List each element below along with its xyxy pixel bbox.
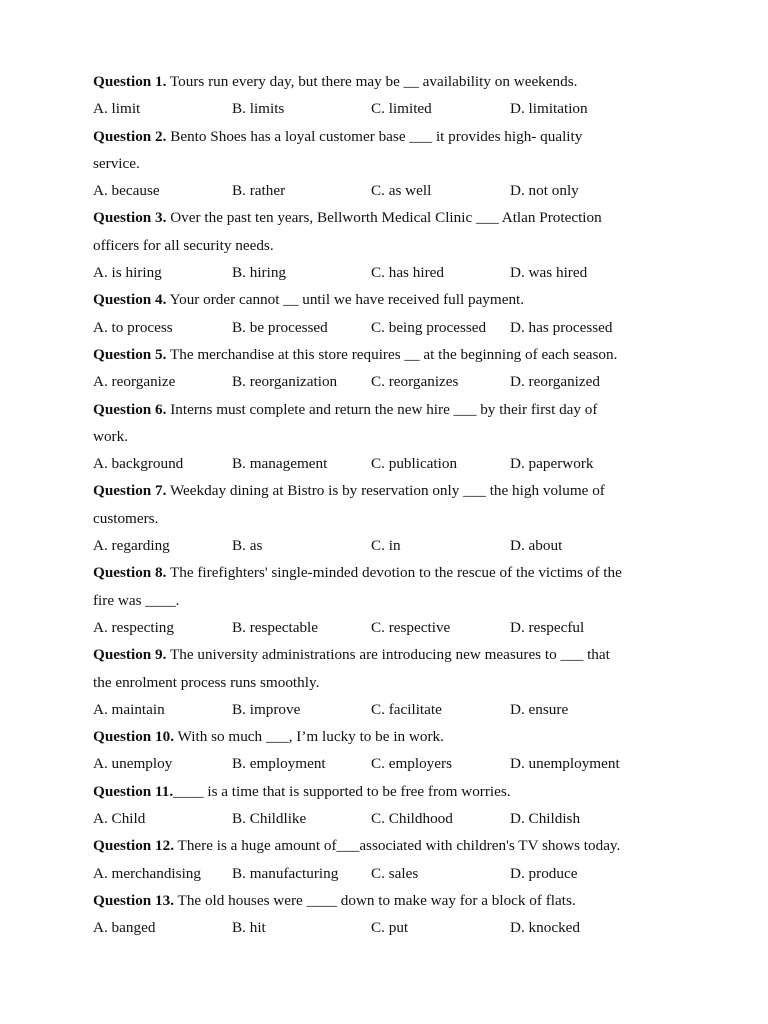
question-stem — [93, 887, 693, 914]
question-block — [93, 778, 693, 833]
question-text: Your order cannot __ until we have received full payment. — [166, 291, 525, 309]
answer-option-d: D. Childish — [510, 810, 581, 828]
question-text: Tours run every day, but there may be __ availability on weekends. — [166, 73, 578, 90]
answer-option-b: B. Childlike — [232, 810, 307, 828]
question-text: officers for all security needs. — [93, 236, 274, 254]
answer-option-b: B. respectable — [232, 618, 319, 636]
answer-option-a: A. to process — [93, 318, 173, 336]
answer-option-a: A. is hiring — [93, 264, 162, 282]
answer-option-a: A. maintain — [93, 700, 165, 718]
question-label: Question 4. — [93, 291, 167, 309]
question-text: The old houses were ____ down to make way for a block of flats. — [174, 891, 576, 909]
answer-options — [93, 95, 693, 122]
question-label: Question 6. — [93, 400, 167, 418]
question-label: Question 2. — [93, 127, 167, 145]
question-block — [93, 832, 693, 887]
answer-option-b: B. improve — [232, 700, 301, 718]
answer-option-a: A. respecting — [93, 618, 174, 636]
answer-option-d: D. about — [510, 537, 563, 555]
answer-option-c: C. sales — [371, 864, 419, 882]
question-text: Weekday dining at Bistro is by reservation only ___ the high volume of — [166, 482, 605, 500]
answer-options — [93, 532, 693, 559]
question-label: Question 10. — [93, 728, 175, 746]
question-block — [93, 341, 693, 396]
answer-option-a: A. background — [93, 455, 184, 473]
question-stem-continuation — [93, 505, 693, 532]
question-stem-continuation — [93, 669, 693, 696]
answer-option-c: C. respective — [371, 618, 451, 636]
question-text: fire was ____. — [93, 591, 180, 609]
answer-option-a: A. regarding — [93, 537, 170, 555]
answer-option-c: C. reorganizes — [371, 373, 459, 391]
question-label: Question 7. — [93, 482, 167, 500]
question-text: service. — [93, 154, 140, 172]
answer-option-d: D. produce — [510, 864, 578, 882]
answer-option-a: A. unemploy — [93, 755, 173, 773]
answer-option-d: D. has processed — [510, 318, 613, 336]
answer-option-c: C. put — [371, 919, 409, 937]
question-list — [93, 68, 693, 942]
question-label: Question 8. — [93, 564, 167, 582]
question-block — [93, 723, 693, 778]
answer-option-c: C. facilitate — [371, 700, 442, 718]
question-text: customers. — [93, 509, 159, 527]
answer-option-b: B. management — [232, 455, 328, 473]
question-label: Question 12. — [93, 837, 175, 855]
answer-option-b: B. hiring — [232, 264, 287, 282]
answer-option-c: C. publication — [371, 455, 458, 473]
question-block — [93, 887, 693, 942]
question-block — [93, 477, 693, 559]
answer-option-b: B. manufacturing — [232, 864, 339, 882]
question-stem-continuation — [93, 423, 693, 450]
question-text: With so much ___, I’m lucky to be in work. — [174, 728, 444, 746]
answer-option-d: D. reorganized — [510, 373, 600, 391]
question-block — [93, 641, 693, 723]
answer-option-c: C. being processed — [371, 318, 487, 336]
answer-options — [93, 805, 693, 832]
answer-option-b: B. reorganization — [232, 373, 338, 391]
question-text: Over the past ten years, Bellworth Medical Clinic ___ Atlan Protection — [166, 209, 602, 227]
question-text: the enrolment process runs smoothly. — [93, 673, 320, 691]
answer-options — [93, 368, 693, 395]
answer-option-c: C. has hired — [371, 264, 444, 282]
answer-option-b: B. as — [232, 537, 263, 555]
question-label: Question 9. — [93, 646, 167, 664]
question-stem — [93, 68, 693, 95]
answer-option-c: C. employers — [371, 755, 452, 773]
question-label: Question 13. — [93, 891, 175, 909]
question-stem — [93, 477, 693, 504]
answer-option-d: D. knocked — [510, 919, 581, 937]
question-stem-continuation — [93, 150, 693, 177]
question-text: Bento Shoes has a loyal customer base ___ it provides high- quality — [166, 127, 583, 145]
question-stem — [93, 778, 693, 805]
answer-options — [93, 614, 693, 641]
question-block — [93, 559, 693, 641]
question-text: work. — [93, 427, 129, 445]
answer-option-a: A. merchandising — [93, 864, 201, 882]
answer-option-d: D. limitation — [510, 100, 588, 118]
question-label: Question 5. — [93, 345, 167, 363]
answer-option-a: A. Child — [93, 810, 146, 828]
answer-option-a: A. because — [93, 182, 160, 200]
question-stem — [93, 723, 693, 750]
answer-option-a: A. limit — [93, 100, 141, 118]
question-text: The firefighters' single-minded devotion to the rescue of the victims of the — [166, 564, 622, 582]
question-block — [93, 396, 693, 478]
answer-option-c: C. as well — [371, 182, 432, 200]
question-stem — [93, 396, 693, 423]
answer-options — [93, 750, 693, 777]
answer-options — [93, 259, 693, 286]
question-stem — [93, 123, 693, 150]
answer-options — [93, 860, 693, 887]
answer-option-d: D. unemployment — [510, 755, 620, 773]
question-text: The university administrations are introducing new measures to ___ that — [166, 646, 610, 664]
answer-options — [93, 177, 693, 204]
answer-option-b: B. employment — [232, 755, 326, 773]
question-stem-continuation — [93, 232, 693, 259]
answer-option-d: D. was hired — [510, 264, 588, 282]
question-block — [93, 286, 693, 341]
answer-options — [93, 450, 693, 477]
question-stem-continuation — [93, 587, 693, 614]
answer-options — [93, 696, 693, 723]
answer-option-b: B. rather — [232, 182, 286, 200]
answer-option-c: C. limited — [371, 100, 432, 118]
answer-option-c: C. in — [371, 537, 401, 555]
answer-option-d: D. ensure — [510, 700, 569, 718]
question-stem — [93, 559, 693, 586]
question-label: Question 1. — [93, 73, 167, 90]
answer-option-d: D. respecful — [510, 618, 585, 636]
answer-option-d: D. paperwork — [510, 455, 594, 473]
question-stem — [93, 204, 693, 231]
answer-option-a: A. banged — [93, 919, 156, 937]
question-text: There is a huge amount of___associated with children's TV shows today. — [174, 837, 621, 855]
answer-option-a: A. reorganize — [93, 373, 176, 391]
answer-option-d: D. not only — [510, 182, 579, 200]
question-stem — [93, 832, 693, 859]
question-block — [93, 68, 693, 123]
answer-options — [93, 914, 693, 941]
question-label: Question 3. — [93, 209, 167, 227]
answer-option-b: B. hit — [232, 919, 266, 937]
question-block — [93, 123, 693, 205]
answer-option-b: B. limits — [232, 100, 285, 118]
question-stem — [93, 341, 693, 368]
question-stem — [93, 641, 693, 668]
question-label: Question 11. — [93, 782, 174, 800]
question-text: The merchandise at this store requires __ at the beginning of each season. — [166, 345, 618, 363]
question-text: ____ is a time that is supported to be free from worries. — [173, 782, 511, 800]
answer-option-c: C. Childhood — [371, 810, 453, 828]
answer-options — [93, 314, 693, 341]
question-stem — [93, 286, 693, 313]
question-text: Interns must complete and return the new hire ___ by their first day of — [166, 400, 598, 418]
question-block — [93, 204, 693, 286]
answer-option-b: B. be processed — [232, 318, 328, 336]
